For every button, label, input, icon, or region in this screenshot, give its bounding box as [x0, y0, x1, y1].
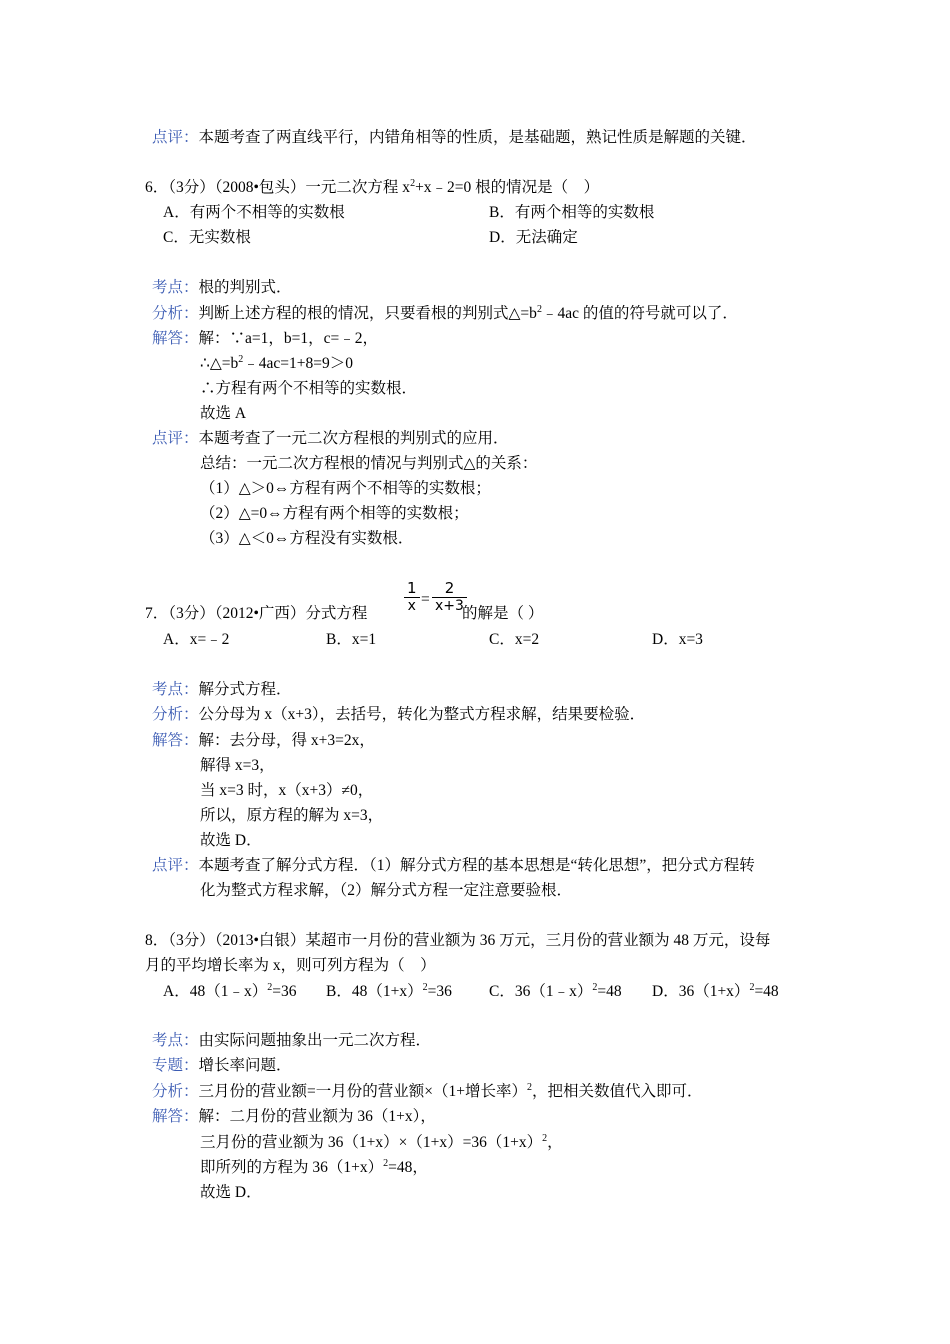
q6-option-c[interactable]: C．无实数根 — [163, 229, 251, 246]
q6-dianping-line1: 本题考查了一元二次方程根的判别式的应用． — [198, 430, 509, 447]
q7-option-c[interactable]: C．x=2 — [489, 631, 540, 648]
q6-stem — [145, 178, 599, 198]
label-kaodian: 考点： — [152, 1032, 199, 1049]
label-kaodian: 考点： — [152, 279, 199, 296]
q6-stem-text: 6．（3分）（2008•包头）一元二次方程 x — [145, 179, 411, 196]
q6-option-a[interactable]: A．有两个不相等的实数根 — [163, 204, 345, 221]
q7-fenxi-text: 公分母为 x（x+3），去括号，转化为整式方程求解，结果要检验． — [198, 706, 646, 723]
q8-jieda-line4: 故选 D． — [200, 1184, 262, 1201]
q6-jieda-line1: 解：∵a=1，b=1，c=﹣2， — [198, 330, 378, 347]
q7-jieda-line4: 所以，原方程的解为 x=3， — [200, 807, 384, 824]
label-jieda: 解答： — [152, 330, 199, 347]
q8-jieda — [152, 1107, 436, 1127]
q8-opt-d-sup: 2 — [749, 982, 755, 993]
q6-fenxi — [152, 304, 738, 324]
label-jieda: 解答： — [152, 732, 199, 749]
q7-jieda — [152, 731, 375, 751]
q8-zhuanti — [152, 1056, 292, 1076]
q8-stem-line2: 月的平均增长率为 x，则可列方程为（ ） — [145, 957, 436, 974]
q6-stem-text-b: +x﹣2=0 根的情况是（ ） — [415, 179, 600, 196]
q8-kaodian-text: 由实际问题抽象出一元二次方程． — [198, 1032, 432, 1049]
q8-opt-c-sup: 2 — [592, 982, 598, 993]
q8-opt-d-tail: =48 — [754, 983, 779, 1000]
label-dianping: 点评： — [152, 129, 199, 146]
q7-kaodian — [152, 680, 292, 700]
label-fenxi: 分析： — [152, 706, 199, 723]
q7-dianping-line1: 本题考查了解分式方程．（1）解分式方程的基本思想是“转化思想”，把分式方程转 — [198, 857, 755, 874]
q7-stem-text: 7．（3分）（2012•广西）分式方程 — [145, 605, 368, 622]
q8-zhuanti-text: 增长率问题． — [198, 1057, 292, 1074]
q6-dianping-line2: 总结：一元二次方程根的情况与判别式△的关系： — [200, 455, 538, 472]
q8-opt-b-text: B．48（1+x） — [326, 983, 423, 1000]
label-fenxi: 分析： — [152, 1083, 199, 1100]
q7-jieda-line3: 当 x=3 时，x（x+3）≠0， — [200, 782, 374, 799]
q7-jieda-line2: 解得 x=3， — [200, 757, 275, 774]
label-kaodian: 考点： — [152, 681, 199, 698]
label-jieda: 解答： — [152, 1108, 199, 1125]
q7-frac2-den: x+3 — [435, 598, 464, 614]
q6-dianping — [152, 429, 509, 449]
q8-jieda-line2 — [200, 1133, 563, 1153]
q7-fraction-1 — [404, 580, 420, 615]
q6-jieda-line2-sup: 2 — [238, 354, 244, 365]
review-text: 本题考查了两直线平行，内错角相等的性质，是基础题，熟记性质是解题的关键． — [198, 129, 757, 146]
q8-option-d[interactable] — [652, 982, 779, 1002]
q6-dianping-line3: （1）△＞0⇔方程有两个不相等的实数根； — [200, 480, 491, 497]
top-review — [152, 128, 757, 148]
q6-option-d[interactable]: D．无法确定 — [489, 229, 578, 246]
q7-fenxi — [152, 705, 645, 725]
q7-stem-tail: 的解是（ ） — [462, 605, 544, 622]
q8-jieda-line2-a: 三月份的营业额为 36（1+x）×（1+x）=36（1+x） — [200, 1134, 543, 1151]
q7-jieda-line1: 解：去分母，得 x+3=2x， — [198, 732, 375, 749]
q7-option-a[interactable]: A．x=﹣2 — [163, 631, 230, 648]
q8-jieda-line3 — [200, 1158, 428, 1178]
q6-dianping-line4: （2）△=0⇔方程有两个相等的实数根； — [200, 505, 469, 522]
q6-jieda-line2 — [200, 354, 353, 374]
q6-jieda-line3: ∴方程有两个不相等的实数根． — [200, 380, 418, 397]
q8-stem-line1: 8．（3分）（2013•白银）某超市一月份的营业额为 36 万元，三月份的营业额为 48 万元，设每 — [145, 932, 771, 949]
q6-kaodian-text: 根的判别式． — [198, 279, 292, 296]
q8-jieda-line1: 解：二月份的营业额为 36（1+x）， — [198, 1108, 436, 1125]
q8-opt-b-tail: =36 — [427, 983, 452, 1000]
q8-fenxi-sup: 2 — [527, 1082, 532, 1093]
q6-jieda-line2-a: ∴△=b — [200, 355, 239, 372]
label-zhuanti: 专题： — [152, 1057, 199, 1074]
q8-jieda-line3-a: 即所列的方程为 36（1+x） — [200, 1159, 384, 1176]
q7-option-b[interactable]: B．x=1 — [326, 631, 377, 648]
q7-dianping-line2: 化为整式方程求解，（2）解分式方程一定注意要验根． — [200, 882, 573, 899]
q8-option-c[interactable] — [489, 982, 622, 1002]
q8-fenxi — [152, 1082, 703, 1102]
label-dianping: 点评： — [152, 857, 199, 874]
q8-opt-a-text: A．48（1﹣x） — [163, 983, 268, 1000]
q8-fenxi-text: 三月份的营业额=一月份的营业额×（1+增长率） — [198, 1083, 527, 1100]
q6-fenxi-text: 判断上述方程的根的情况，只要看根的判别式△=b — [198, 305, 537, 322]
q6-jieda — [152, 329, 378, 349]
q8-option-a[interactable] — [163, 982, 296, 1002]
q6-kaodian — [152, 278, 292, 298]
q7-equals: = — [421, 591, 430, 608]
q6-option-b[interactable]: B．有两个相等的实数根 — [489, 204, 655, 221]
q8-jieda-line3-sup: 2 — [383, 1158, 389, 1169]
q8-fenxi-text-b: ，把相关数值代入即可． — [532, 1083, 703, 1100]
q8-opt-d-text: D．36（1+x） — [652, 983, 750, 1000]
q7-stem — [145, 604, 367, 624]
q8-kaodian — [152, 1031, 431, 1051]
q6-jieda-line4: 故选 A — [200, 405, 247, 422]
label-fenxi: 分析： — [152, 305, 199, 322]
q6-stem-sup: 2 — [410, 178, 416, 189]
q7-dianping — [152, 856, 755, 876]
q8-opt-a-tail: =36 — [272, 983, 297, 1000]
q7-frac1-num: 1 — [404, 580, 420, 598]
q8-option-b[interactable] — [326, 982, 452, 1002]
q8-jieda-line2-b: ， — [547, 1134, 563, 1151]
q8-opt-c-tail: =48 — [597, 983, 622, 1000]
q6-jieda-line2-b: ﹣4ac=1+8=9＞0 — [243, 355, 354, 372]
q6-fenxi-text-b: ﹣4ac 的值的符号就可以了． — [541, 305, 738, 322]
q8-jieda-line2-sup: 2 — [542, 1133, 548, 1144]
q7-option-d[interactable]: D．x=3 — [652, 631, 703, 648]
q6-fenxi-sup: 2 — [536, 304, 542, 315]
q7-frac2-num: 2 — [432, 580, 467, 598]
q7-kaodian-text: 解分式方程． — [198, 681, 292, 698]
q7-frac1-den: x — [407, 598, 416, 614]
q8-opt-c-text: C．36（1﹣x） — [489, 983, 593, 1000]
q8-jieda-line3-b: =48， — [388, 1159, 428, 1176]
q6-dianping-line5: （3）△＜0⇔方程没有实数根． — [200, 530, 414, 547]
q7-jieda-line5: 故选 D． — [200, 832, 262, 849]
label-dianping: 点评： — [152, 430, 199, 447]
q8-opt-a-sup: 2 — [267, 982, 273, 993]
q8-opt-b-sup: 2 — [422, 982, 428, 993]
